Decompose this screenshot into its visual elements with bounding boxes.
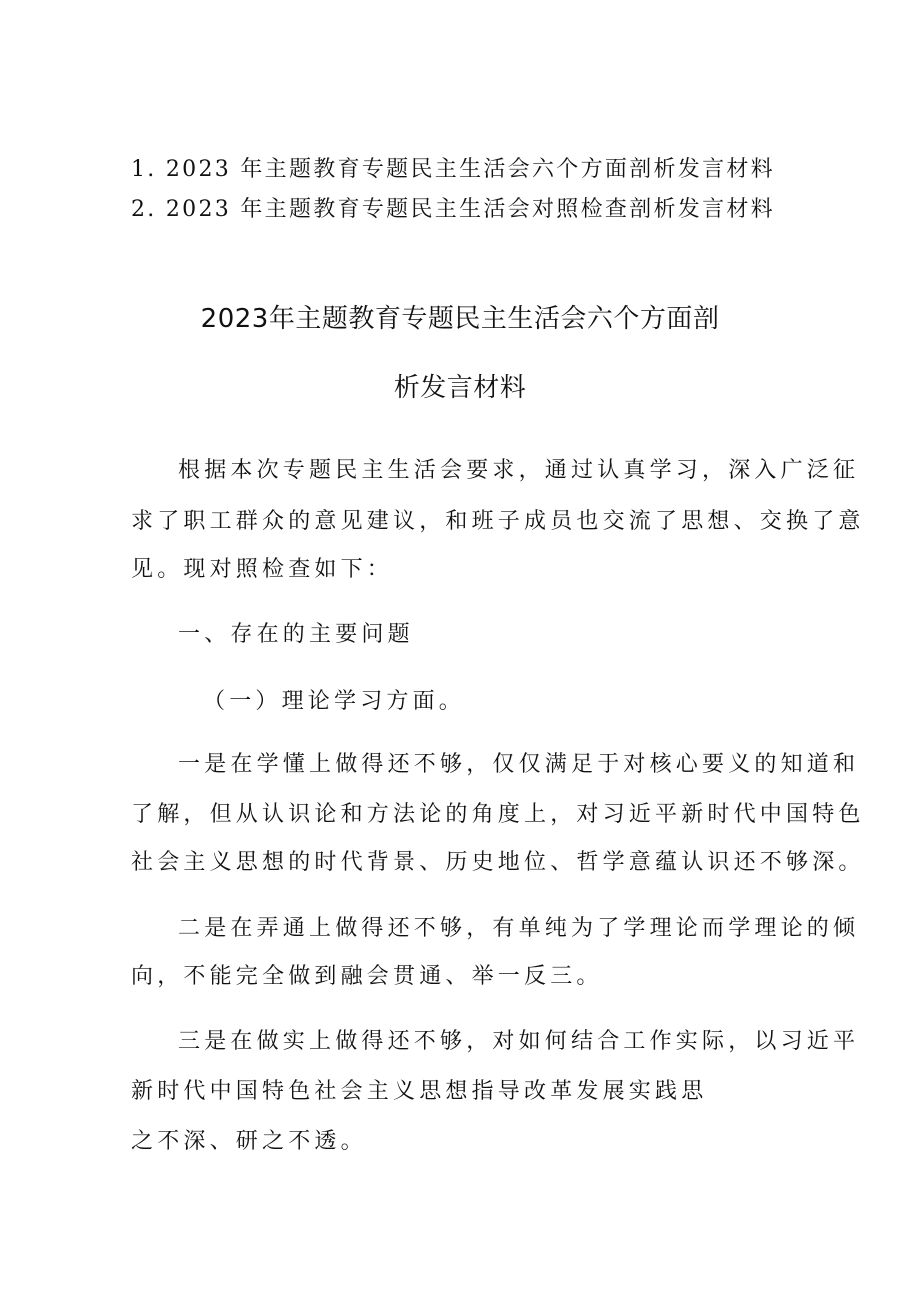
paragraph-3-line-3: 之不深、研之不透。 bbox=[131, 1129, 367, 1154]
intro-line-2: 求了职工群众的意见建议，和班子成员也交流了思想、交换了意 bbox=[131, 509, 865, 534]
toc-item-2: 2. 2023 年主题教育专题民主生活会对照检查剖析发言材料 bbox=[131, 197, 775, 222]
intro-line-3: 见。现对照检查如下： bbox=[131, 557, 394, 582]
paragraph-2-line-1: 二是在弄通上做得还不够，有单纯为了学理论而学理论的倾 bbox=[178, 916, 860, 941]
intro-line-1: 根据本次专题民主生活会要求，通过认真学习，深入广泛征 bbox=[178, 458, 860, 483]
toc-item-1: 1. 2023 年主题教育专题民主生活会六个方面剖析发言材料 bbox=[131, 157, 775, 182]
document-title-line-2: 析发言材料 bbox=[393, 373, 527, 403]
paragraph-1-line-3: 社会主义思想的时代背景、历史地位、哲学意蕴认识还不够深。 bbox=[131, 850, 865, 875]
subsection-heading: （一）理论学习方面。 bbox=[203, 689, 466, 714]
paragraph-2-line-2: 向，不能完全做到融会贯通、举一反三。 bbox=[131, 964, 603, 989]
section-heading: 一、存在的主要问题 bbox=[178, 622, 414, 647]
paragraph-3-line-1: 三是在做实上做得还不够，对如何结合工作实际，以习近平 bbox=[178, 1029, 860, 1054]
document-title-line-1: 2023年主题教育专题民主生活会六个方面剖 bbox=[200, 304, 720, 334]
paragraph-1-line-2: 了解，但从认识论和方法论的角度上，对习近平新时代中国特色 bbox=[131, 802, 865, 827]
paragraph-1-line-1: 一是在学懂上做得还不够，仅仅满足于对核心要义的知道和 bbox=[178, 752, 860, 777]
paragraph-3-line-2: 新时代中国特色社会主义思想指导改革发展实践思 bbox=[131, 1079, 708, 1104]
